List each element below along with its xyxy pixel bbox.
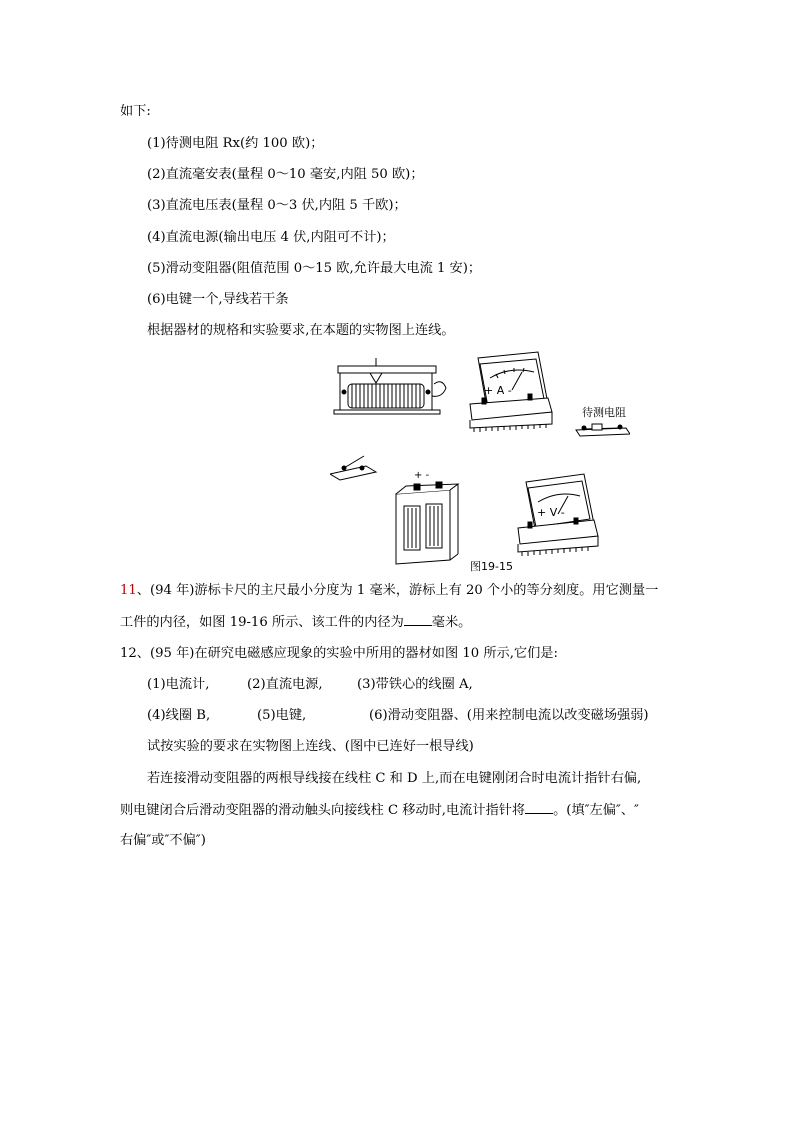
voltmeter-marks: + V -	[537, 506, 565, 519]
figure-caption: 图19-15	[470, 560, 513, 573]
q11-line-2	[120, 613, 471, 632]
q12-line-5: 若连接滑动变阻器的两根导线接在线柱 C 和 D 上,而在电键刚闭合时电流计指针右偏,	[147, 771, 642, 786]
equipment-item-3: (3)直流电压表(量程 0～3 伏,内阻 5 千欧)；	[147, 198, 407, 213]
q12-line-6-before: 则电键闭合后滑动变阻器的滑动触头向接线柱 C 移动时,电流计指针将	[120, 803, 526, 818]
q12-item-1: (1)电流计,	[147, 677, 210, 692]
battery-icon	[396, 482, 458, 564]
q11-line-1	[120, 582, 658, 600]
q11-line-2-before: 工件的内径，如图 19-16 所示、该工件的内径为	[120, 615, 404, 630]
switch-icon	[330, 456, 376, 480]
q12-item-6: (6)滑动变阻器、(用来控制电流以改变磁场强弱)	[369, 708, 649, 723]
intro-text: 如下:	[120, 104, 151, 119]
equipment-item-2: (2)直流毫安表(量程 0～10 毫安,内阻 50 欧)；	[147, 167, 424, 182]
resistor-icon	[576, 424, 630, 436]
equipment-item-5: (5)滑动变阻器(阻值范围 0～15 欧,允许最大电流 1 安)；	[147, 261, 482, 276]
equipment-item-1: (1)待测电阻 Rx(约 100 欧)；	[147, 136, 324, 151]
q12-item-2: (2)直流电源,	[247, 677, 323, 692]
figure-19-15	[330, 344, 630, 574]
q12-item-4: (4)线圈 B,	[147, 708, 211, 723]
q12-line-7: 右偏″或″不偏″)	[120, 833, 206, 848]
equipment-item-4: (4)直流电源(输出电压 4 伏,内阻可不计)；	[147, 230, 395, 245]
q12-item-5: (5)电键,	[257, 708, 307, 723]
apparatus-drawing	[330, 344, 630, 574]
q11-answer-blank[interactable]	[404, 613, 432, 626]
resistor-label: 待测电阻	[582, 406, 626, 419]
q12-line-6-after: 。(填″左偏″、″	[553, 803, 639, 818]
ammeter-marks: + A -	[484, 384, 512, 397]
q12-line-6	[120, 801, 639, 820]
q12-line-4: 试按实验的要求在实物图上连线、(图中已连好一根导线)	[147, 739, 474, 754]
instruction-text: 根据器材的规格和实验要求,在本题的实物图上连线。	[147, 323, 455, 338]
q11-number: 11	[120, 583, 137, 598]
q11-line-2-after: 毫米。	[431, 615, 472, 630]
q12-line-1: 12、(95 年)在研究电磁感应现象的实验中所用的器材如图 10 所示,它们是:	[120, 646, 558, 661]
q11-line-1-text: 、(94 年)游标卡尺的主尺最小分度为 1 毫米，游标上有 20 个小的等分刻度。用它测量一	[136, 583, 659, 598]
equipment-item-6: (6)电键一个,导线若干条	[147, 292, 289, 307]
q12-item-3: (3)带铁心的线圈 A,	[357, 677, 473, 692]
rheostat-icon	[334, 358, 446, 414]
q12-answer-blank[interactable]	[525, 801, 553, 814]
battery-marks: + -	[414, 470, 430, 481]
